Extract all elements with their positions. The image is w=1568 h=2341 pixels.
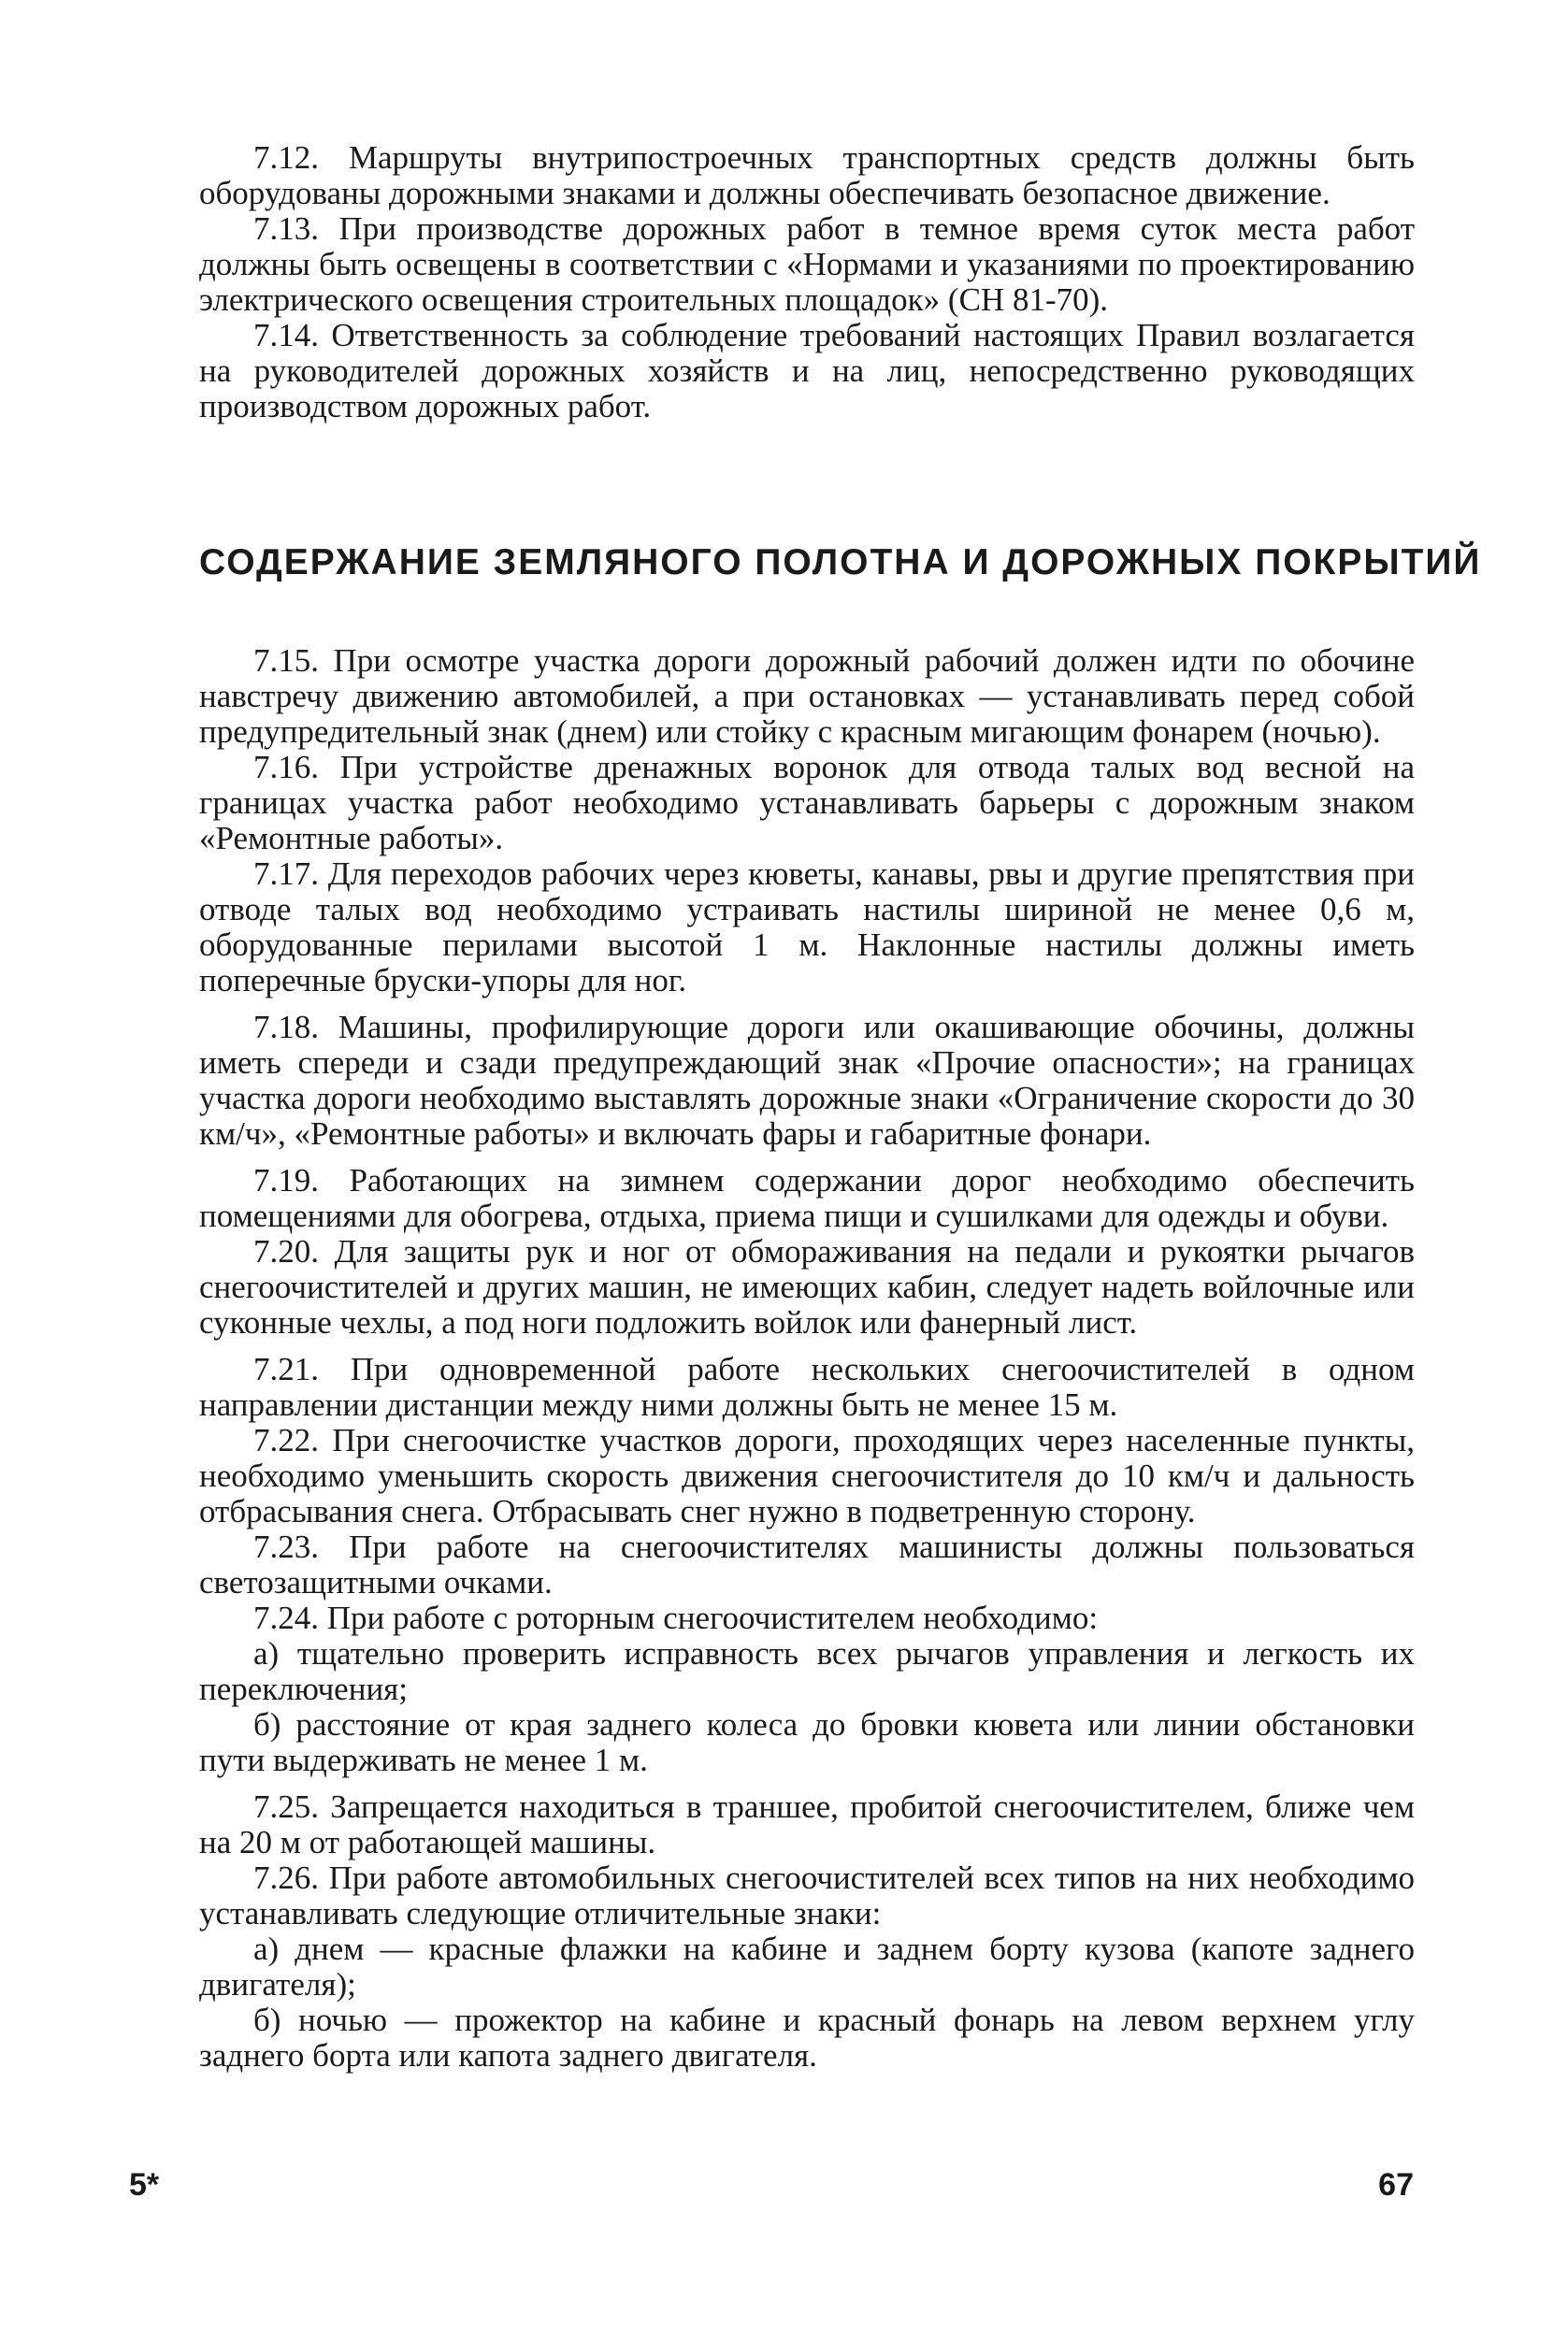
- paragraph-7-23: 7.23. При работе на снегоочистителях машинисты должны пользоваться светозащитными очками.: [199, 1529, 1415, 1601]
- signature-mark: 5*: [129, 2167, 160, 2203]
- section-heading: СОДЕРЖАНИЕ ЗЕМЛЯНОГО ПОЛОТНА И ДОРОЖНЫХ ПОКРЫТИЙ: [199, 542, 1482, 582]
- paragraph-7-13: 7.13. При производстве дорожных работ в темное время суток места работ должны быть освещены в соответствии с «Нормами и указаниями по проектированию электрического освещения строительных площадок» (СН 81-70).: [199, 210, 1415, 318]
- paragraph-7-16: 7.16. При устройстве дренажных воронок для отвода талых вод весной на границах участка работ необходимо устанавливать барьеры с дорожным знаком «Ремонтные работы».: [199, 749, 1415, 856]
- paragraph-7-26-b: б) ночью — прожектор на кабине и красный фонарь на левом верхнем углу заднего борта или капота заднего двигателя.: [199, 2002, 1415, 2074]
- page-number: 67: [1378, 2167, 1414, 2203]
- paragraph-7-22: 7.22. При снегоочистке участков дороги, проходящих через населенные пункты, необходимо уменьшить скорость движения снегоочистителя до 10 км/ч и дальность отбрасывания снега. Отбрасывать снег нужно в подветренную сторону.: [199, 1422, 1415, 1530]
- paragraph-7-24: 7.24. При работе с роторным снегоочистителем необходимо:: [253, 1600, 1099, 1636]
- paragraph-7-17: 7.17. Для переходов рабочих через кюветы, канавы, рвы и другие препятствия при отводе талых вод необходимо устраивать настилы шириной не менее 0,6 м, оборудованные перилами высотой 1 м. Наклонные настилы должны иметь поперечные бруски-упоры для ног.: [199, 855, 1415, 998]
- paragraph-7-26: 7.26. При работе автомобильных снегоочистителей всех типов на них необходимо устанавливать следующие отличительные знаки:: [199, 1860, 1415, 1932]
- paragraph-7-24-b: б) расстояние от края заднего колеса до бровки кювета или линии обстановки пути выдерживать не менее 1 м.: [199, 1706, 1415, 1778]
- paragraph-7-12: 7.12. Маршруты внутрипостроечных транспортных средств должны быть оборудованы дорожными знаками и должны обеспечивать безопасное движение.: [199, 139, 1415, 211]
- paragraph-7-20: 7.20. Для защиты рук и ног от обмораживания на педали и рукоятки рычагов снегоочистителей и других машин, не имеющих кабин, следует надеть войлочные или суконные чехлы, а под ноги подложить войлок или фанерный лист.: [199, 1233, 1415, 1341]
- paragraph-7-15: 7.15. При осмотре участка дороги дорожный рабочий должен идти по обочине навстречу движению автомобилей, а при остановках — устанавливать перед собой предупредительный знак (днем) или стойку с красным мигающим фонарем (ночью).: [199, 642, 1415, 750]
- paragraph-7-24-a: а) тщательно проверить исправность всех рычагов управления и легкость их переключения;: [199, 1635, 1415, 1707]
- paragraph-7-19: 7.19. Работающих на зимнем содержании дорог необходимо обеспечить помещениями для обогрева, отдыха, приема пищи и сушилками для одежды и обуви.: [199, 1162, 1415, 1234]
- section-top: [199, 140, 1415, 424]
- paragraph-7-21: 7.21. При одновременной работе нескольких снегоочистителей в одном направлении дистанции между ними должны быть не менее 15 м.: [199, 1351, 1415, 1423]
- paragraph-7-14: 7.14. Ответственность за соблюдение требований настоящих Правил возлагается на руководителей дорожных хозяйств и на лиц, непосредственно руководящих производством дорожных работ.: [199, 317, 1415, 424]
- paragraph-7-25: 7.25. Запрещается находиться в траншее, пробитой снегоочистителем, ближе чем на 20 м от работающей машины.: [199, 1788, 1415, 1860]
- paragraph-7-26-a: а) днем — красные флажки на кабине и заднем борту кузова (капоте заднего двигателя);: [199, 1931, 1415, 2003]
- paragraph-7-18: 7.18. Машины, профилирующие дороги или окашивающие обочины, должны иметь спереди и сзади предупреждающий знак «Прочие опасности»; на границах участка дороги необходимо выставлять дорожные знаки «Ограничение скорости до 30 км/ч», «Ремонтные работы» и включать фары и габаритные фонари.: [199, 1009, 1415, 1152]
- section-main: [199, 643, 1415, 2074]
